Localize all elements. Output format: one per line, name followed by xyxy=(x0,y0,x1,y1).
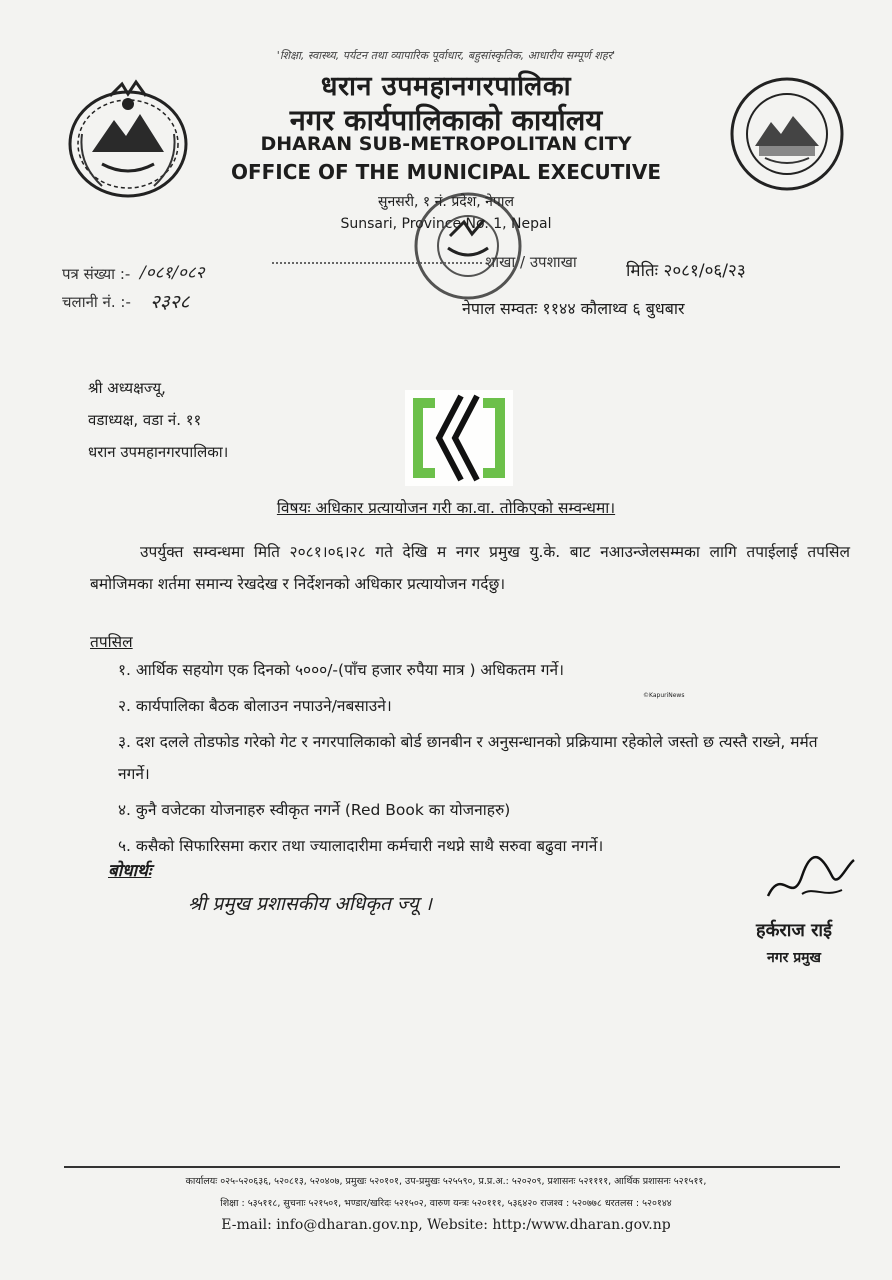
recipient-line-1: श्री अध्यक्षज्यू, xyxy=(88,379,166,397)
cc-line: श्री प्रमुख प्रशासकीय अधिकृत ज्यू । xyxy=(188,893,432,915)
date: मितिः २०८१/०६/२३ xyxy=(626,261,746,281)
signature-icon xyxy=(762,846,858,908)
dotted-line xyxy=(272,262,482,264)
footer-contact-line: E-mail: info@dharan.gov.np, Website: http:/www.dharan.gov.np xyxy=(221,1217,671,1233)
motto: 'शिक्षा, स्वास्थ्य, पर्यटन तथा व्यापारिक पूर्वाधार, बहुसांस्कृतिक, आधारीय सम्पूर्ण शहर' xyxy=(276,49,616,62)
footer-divider xyxy=(64,1166,840,1168)
footer-phone-line-2: शिक्षा : ५३५११८, सुचनाः ५२१५०१, भण्डार/खरिदः ५२१५०२, वारुण यन्त्रः ५२०१११, ५३६४२० राजश्व : ५२०७७८ धरतलस : ५२०१४४ xyxy=(220,1198,672,1209)
address-np: सुनसरी, १ नं. प्रदेश, नेपाल xyxy=(377,194,514,210)
signatory-title: नगर प्रमुख xyxy=(766,950,822,966)
watermark-credit: ©KapuriNews xyxy=(643,692,685,699)
list-item: ३. दश दलले तोडफोड गरेको गेट र नगरपालिकाको बोर्ड छानबीन र अनुसन्धानको प्रक्रियामा रहेकोले जस्तो छ त्यस्तै राख्ने, मर्मत नगर्ने। xyxy=(118,733,818,783)
chalani-value: २३२८ xyxy=(150,291,190,313)
patra-sankhya-value: /०८१/०८२ xyxy=(140,263,205,283)
footer-phone-line-1: कार्यालयः ०२५-५२०६३६, ५२०८१३, ५२०४०७, प्रमुखः ५२०१०१, उप-प्रमुखः ५२५५९०, प्र.प्र.अ.: ५२०२०९, प्रशासनः ५२११११, आर्थिक प्रशासनः ५२१५११, xyxy=(185,1176,707,1187)
list-item: १. आर्थिक सहयोग एक दिनको ५०००/-(पाँच हजार रुपैया मात्र ) अधिकतम गर्ने। xyxy=(118,661,564,679)
address-en: Sunsari, Province No. 1, Nepal xyxy=(340,216,552,232)
municipality-name-en: DHARAN SUB-METROPOLITAN CITY xyxy=(260,133,632,155)
kapuri-watermark-icon xyxy=(405,390,513,486)
bodharth-label: बोधार्थः xyxy=(108,861,152,881)
nepal-emblem-icon xyxy=(62,74,194,202)
dharan-seal-icon xyxy=(729,76,845,192)
recipient-line-3: धरान उपमहानगरपालिका। xyxy=(88,443,229,461)
office-name-np: नगर कार्यपालिकाको कार्यालय xyxy=(289,103,603,137)
body-paragraph: उपर्युक्त सम्वन्धमा मिति २०८१।०६।२८ गते देखि म नगर प्रमुख यु.के. बाट नआउन्जेलसम्मका लागि तपाईलाई तपसिल बमोजिमका शर्तमा समान्य रेखदेख र निर्देशनको अधिकार प्रत्यायोजन गर्दछु। xyxy=(90,543,850,593)
nepal-samvat-date: नेपाल सम्वतः ११४४ कौलाथ्व ६ बुधबार xyxy=(462,299,685,318)
list-item: ४. कुनै वजेटका योजनाहरु स्वीकृत नगर्ने (Red Book का योजनाहरु) xyxy=(118,801,511,819)
office-name-en: OFFICE OF THE MUNICIPAL EXECUTIVE xyxy=(230,160,662,184)
recipient-line-2: वडाध्यक्ष, वडा नं. ११ xyxy=(88,411,202,429)
subject-line: विषयः अधिकार प्रत्यायोजन गरी का.वा. तोकिएको सम्वन्धमा। xyxy=(276,499,616,517)
list-item: २. कार्यपालिका बैठक बोलाउन नपाउने/नबसाउने। xyxy=(118,697,392,715)
chalani-label: चलानी नं. :- xyxy=(62,293,131,311)
patra-sankhya-label: पत्र संख्या :- xyxy=(62,265,131,283)
signatory-name: हर्कराज राई xyxy=(756,920,832,941)
municipality-name-np: धरान उपमहानगरपालिका xyxy=(320,71,572,102)
section-label: शाखा / उपशाखा xyxy=(485,253,577,271)
office-stamp-icon xyxy=(408,186,528,304)
tapsil-label: तपसिल xyxy=(90,633,133,651)
list-item: ५. कसैको सिफारिसमा करार तथा ज्यालादारीमा कर्मचारी नथप्ने साथै सरुवा बढुवा नगर्ने। xyxy=(118,837,604,855)
